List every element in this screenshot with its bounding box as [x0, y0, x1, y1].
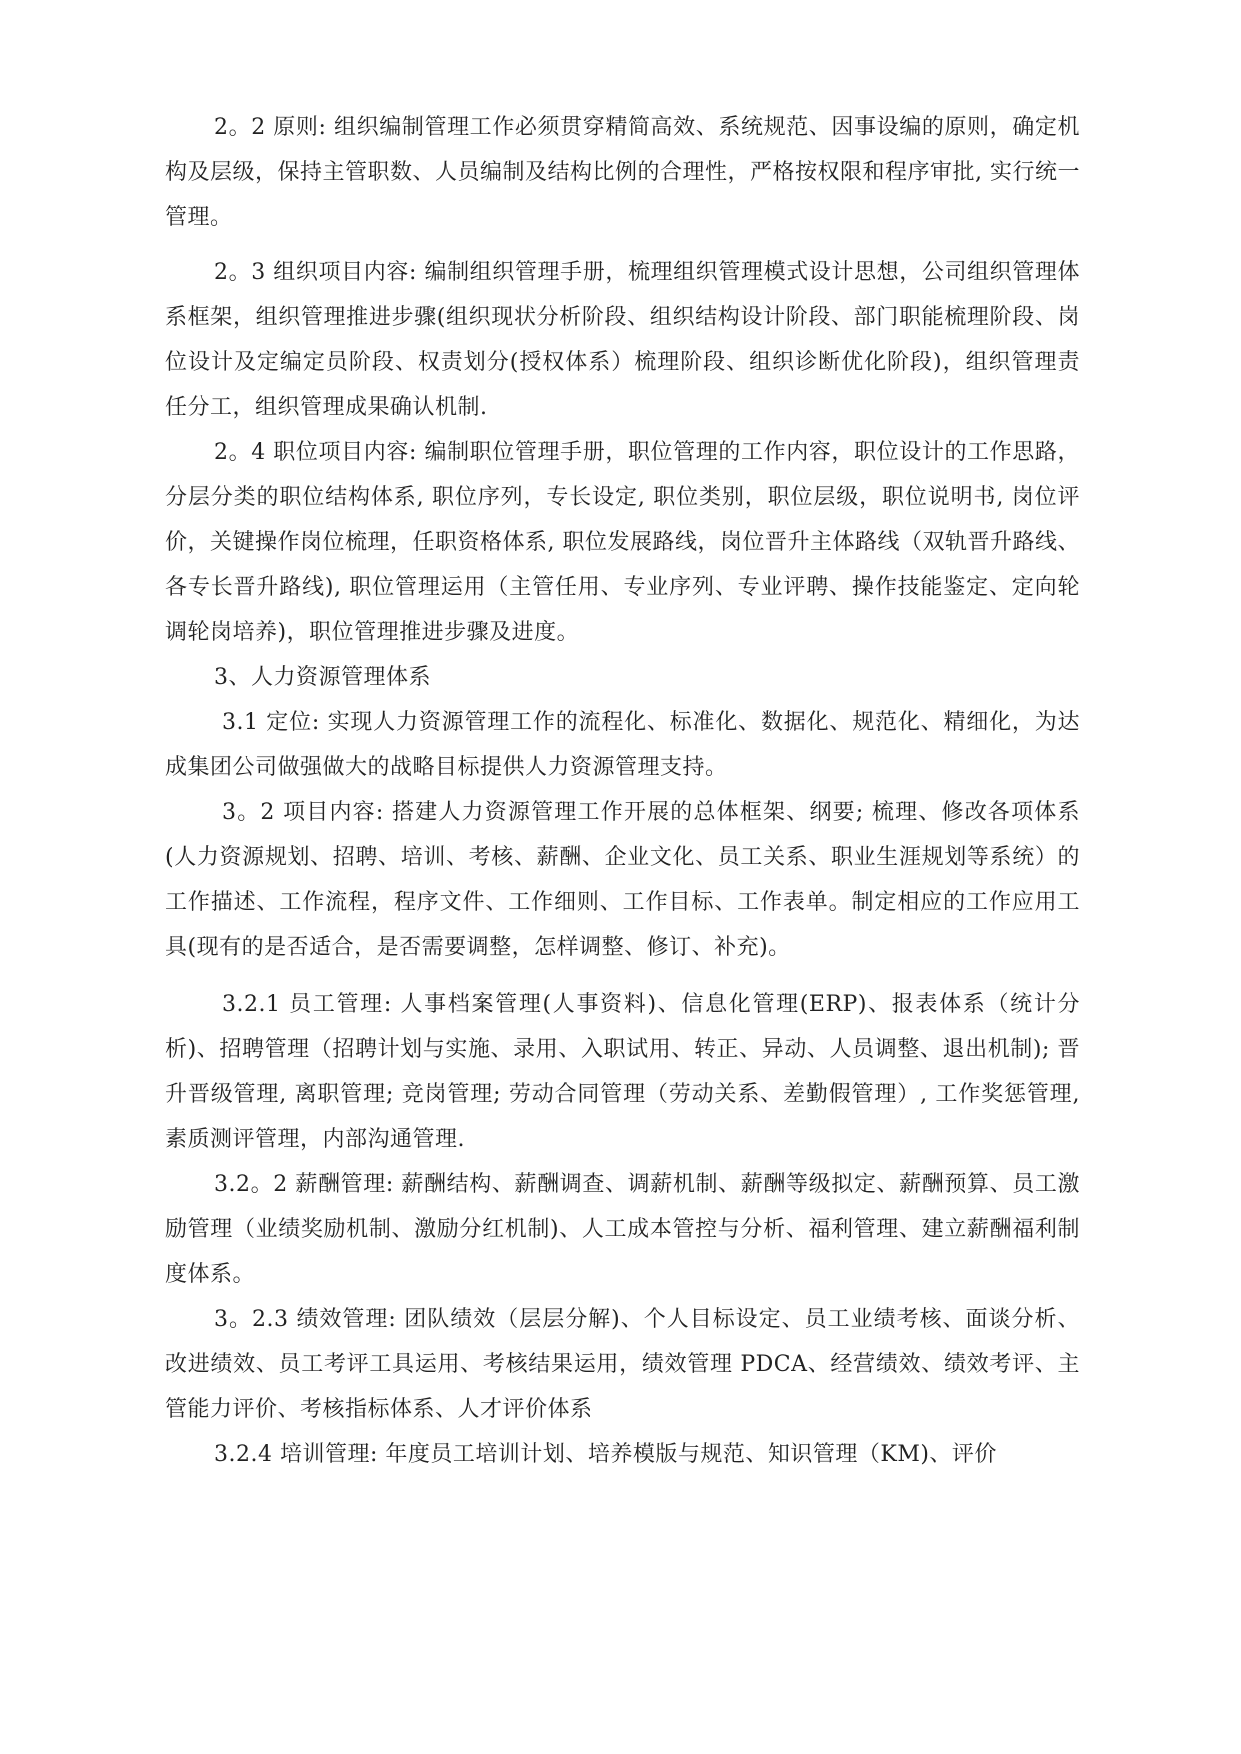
paragraph-position-content: 2。4 职位项目内容: 编制职位管理手册，职位管理的工作内容，职位设计的工作思路，分层分类的职位结构体系, 职位序列，专长设定, 职位类别，职位层级，职位说明书, 岗位评价，关键操作岗位梳理，任职资格体系, 职位发展路线，岗位晋升主体路线（双轨晋升路线、各专长晋升路线), 职位管理运用（主管任用、专业序列、专业评聘、操作技能鉴定、定向轮调轮岗培养)，职位管理推进步骤及进度。 — [165, 440, 1080, 645]
document-page — [165, 105, 1080, 1477]
paragraph-employee-management: 3.2.1 员工管理: 人事档案管理(人事资料)、信息化管理(ERP)、报表体系（统计分析)、招聘管理（招聘计划与实施、录用、入职试用、转正、异动、人员调整、退出机制); 晋升晋级管理, 离职管理; 竞岗管理; 劳动合同管理（劳动关系、差勤假管理）, 工作奖惩管理, 素质测评管理，内部沟通管理. — [165, 992, 1080, 1152]
paragraph-hr-project-content: 3。2 项目内容: 搭建人力资源管理工作开展的总体框架、纲要; 梳理、修改各项体系(人力资源规划、招聘、培训、考核、薪酬、企业文化、员工关系、职业生涯规划等系统）的工作描述、工作流程，程序文件、工作细则、工作目标、工作表单。制定相应的工作应用工具(现有的是否适合，是否需要调整，怎样调整、修订、补充)。 — [165, 800, 1080, 960]
paragraph-principle: 2。2 原则: 组织编制管理工作必须贯穿精简高效、系统规范、因事设编的原则，确定机构及层级，保持主管职数、人员编制及结构比例的合理性，严格按权限和程序审批, 实行统一管理。 — [165, 115, 1080, 230]
paragraph-training-management: 3.2.4 培训管理: 年度员工培训计划、培养模版与规范、知识管理（KM)、评价 — [214, 1442, 997, 1467]
section-heading-hr-system: 3、人力资源管理体系 — [214, 665, 431, 690]
paragraph-organization-content: 2。3 组织项目内容: 编制组织管理手册，梳理组织管理模式设计思想，公司组织管理体系框架，组织管理推进步骤(组织现状分析阶段、组织结构设计阶段、部门职能梳理阶段、岗位设计及定编定员阶段、权责划分(授权体系）梳理阶段、组织诊断优化阶段)，组织管理责任分工，组织管理成果确认机制. — [165, 260, 1080, 420]
paragraph-compensation-management: 3.2。2 薪酬管理: 薪酬结构、薪酬调查、调薪机制、薪酬等级拟定、薪酬预算、员工激励管理（业绩奖励机制、激励分红机制)、人工成本管控与分析、福利管理、建立薪酬福利制度体系。 — [165, 1172, 1080, 1287]
paragraph-hr-positioning: 3.1 定位: 实现人力资源管理工作的流程化、标准化、数据化、规范化、精细化，为达成集团公司做强做大的战略目标提供人力资源管理支持。 — [165, 710, 1080, 780]
paragraph-performance-management: 3。2.3 绩效管理: 团队绩效（层层分解)、个人目标设定、员工业绩考核、面谈分析、改进绩效、员工考评工具运用、考核结果运用，绩效管理 PDCA、经营绩效、绩效考评、主管能力评价、考核指标体系、人才评价体系 — [165, 1307, 1080, 1422]
